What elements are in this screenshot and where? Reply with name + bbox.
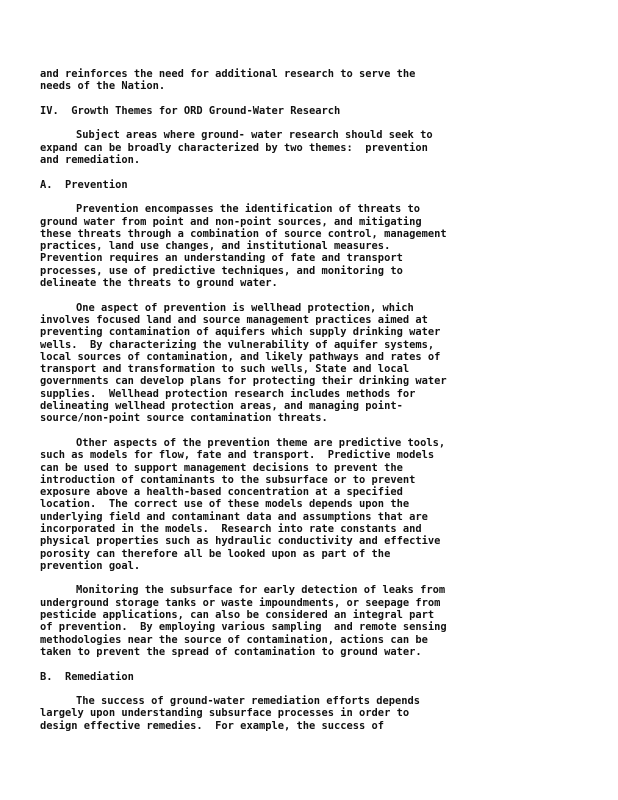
paragraph-line: underlying field and contaminant data and assumptions that are — [40, 510, 428, 523]
paragraph-line: these threats through a combination of source control, management — [40, 227, 447, 240]
section-a-heading: A. Prevention — [40, 178, 128, 191]
intro-line: and reinforces the need for additional research to serve the — [40, 68, 416, 80]
paragraph-line: local sources of contamination, and likely pathways and rates of — [40, 350, 441, 363]
paragraph-line: pesticide applications, can also be considered an integral part — [40, 609, 435, 622]
paragraph-line: prevention goal. — [40, 559, 141, 572]
paragraph-line: taken to prevent the spread of contamination to ground water. — [40, 645, 422, 658]
paragraph-line: introduction of contaminants to the subsurface or to prevent — [40, 473, 416, 486]
paragraph-line: delineate the threats to ground water. — [40, 277, 278, 290]
paragraph-line: incorporated in the models. Research into rate constants and — [40, 522, 422, 535]
paragraph-line: practices, land use changes, and institutional measures. — [40, 240, 391, 253]
paragraph-line: governments can develop plans for protecting their drinking water — [40, 375, 447, 388]
paragraph-line: expand can be broadly characterized by two themes: prevention — [40, 141, 428, 154]
paragraph-line: preventing contamination of aquifers which supply drinking water — [40, 326, 441, 339]
paragraph-line: source/non-point source contamination threats. — [40, 412, 328, 425]
intro-line: needs of the Nation. — [40, 80, 166, 93]
paragraph-line: porosity can therefore all be looked upon as part of the — [40, 547, 391, 560]
paragraph-line: The success of ground-water remediation efforts depends — [76, 695, 421, 708]
section-b-heading: B. Remediation — [40, 670, 134, 683]
paragraph-line: Other aspects of the prevention theme are predictive tools, — [76, 436, 446, 449]
paragraph-line: transport and transformation to such wells, State and local — [40, 363, 410, 376]
paragraph-line: underground storage tanks or waste impoundments, or seepage from — [40, 596, 441, 609]
paragraph-line: and remediation. — [40, 154, 141, 167]
paragraph-line: can be used to support management decisions to prevent the — [40, 461, 403, 474]
paragraph-line: methodologies near the source of contamination, actions can be — [40, 633, 428, 646]
paragraph-line: design effective remedies. For example, the success of — [40, 719, 385, 732]
paragraph-line: involves focused land and source management practices aimed at — [40, 313, 428, 326]
paragraph-line: Subject areas where ground- water research should seek to — [76, 129, 433, 142]
paragraph-line: Monitoring the subsurface for early detection of leaks from — [76, 584, 446, 597]
paragraph-line: physical properties such as hydraulic conductivity and effective — [40, 535, 441, 548]
paragraph-line: exposure above a health-based concentration at a specified — [40, 486, 403, 499]
paragraph-line: ground water from point and non-point sources, and mitigating — [40, 215, 422, 228]
paragraph-line: supplies. Wellhead protection research includes methods for — [40, 387, 416, 400]
paragraph-line: such as models for flow, fate and transport. Predictive models — [40, 449, 435, 462]
paragraph-line: location. The correct use of these models depends upon the — [40, 498, 410, 511]
section-iv-heading: IV. Growth Themes for ORD Ground-Water Research — [40, 104, 341, 117]
paragraph-line: Prevention encompasses the identification of threats to — [76, 203, 421, 216]
paragraph-line: largely upon understanding subsurface processes in order to — [40, 707, 410, 720]
paragraph-line: delineating wellhead protection areas, and managing point- — [40, 400, 403, 413]
paragraph-line: of prevention. By employing various sampling and remote sensing — [40, 621, 447, 634]
paragraph-line: One aspect of prevention is wellhead protection, which — [76, 301, 414, 314]
paragraph-line: wells. By characterizing the vulnerability of aquifer systems, — [40, 338, 435, 351]
paragraph-line: processes, use of predictive techniques, and monitoring to — [40, 264, 403, 277]
paragraph-line: Prevention requires an understanding of fate and transport — [40, 252, 403, 265]
document-page — [40, 68, 600, 732]
